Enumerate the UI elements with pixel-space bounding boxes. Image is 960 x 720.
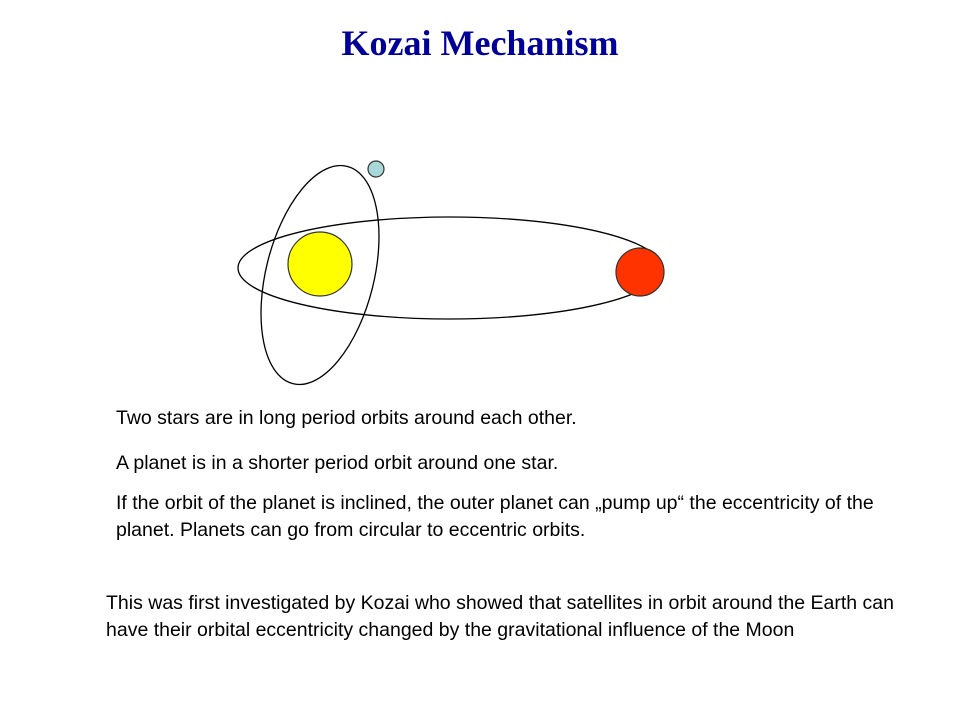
primary-star	[288, 232, 352, 296]
paragraph-inclined-orbit: If the orbit of the planet is inclined, the outer planet can „pump up“ the eccentricity of the planet. Planets can go from circular to eccentric orbits.	[116, 492, 874, 541]
history-text	[106, 590, 906, 644]
explanation-text-2	[116, 450, 916, 477]
explanation-text-3	[116, 490, 916, 544]
explanation-text-1	[116, 405, 916, 432]
planet	[368, 161, 384, 177]
paragraph-planet-orbit: A planet is in a shorter period orbit around one star.	[116, 452, 559, 474]
paragraph-kozai-history: This was first investigated by Kozai who showed that satellites in orbit around the Earth can have their orbital eccentricity changed by the gravitational influence of the Moon	[106, 592, 894, 641]
page-title: Kozai Mechanism	[341, 23, 619, 63]
paragraph-two-stars: Two stars are in long period orbits around each other.	[116, 407, 577, 429]
companion-star	[616, 248, 664, 296]
